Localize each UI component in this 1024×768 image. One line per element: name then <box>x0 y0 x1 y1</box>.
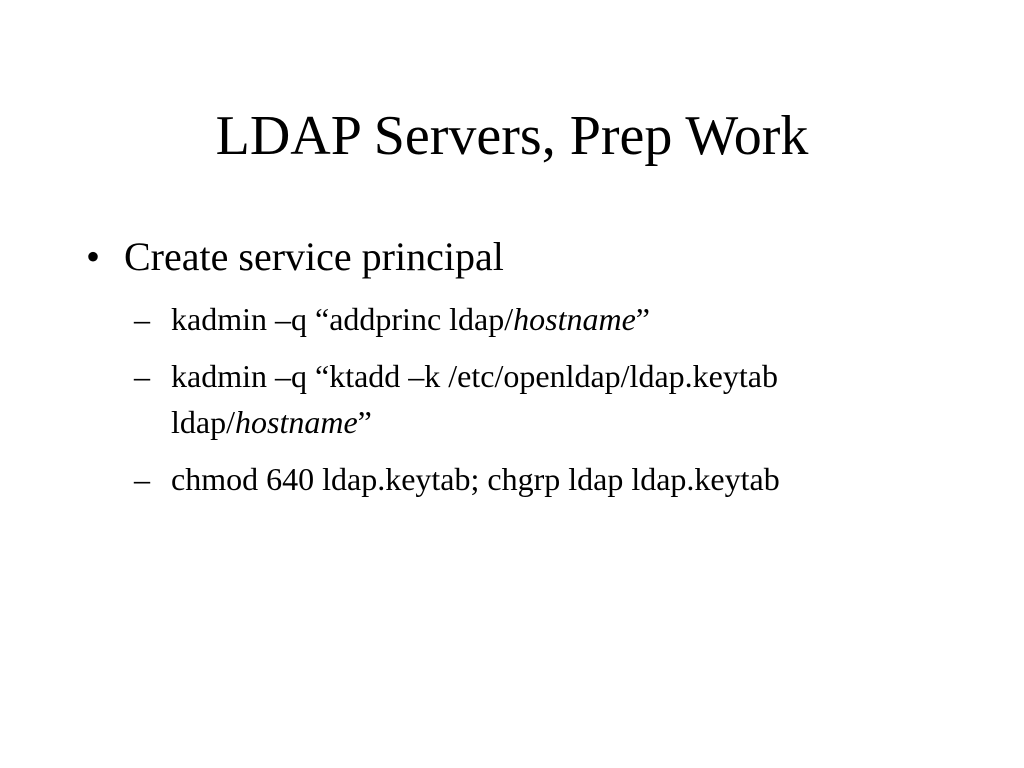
sub-bullet-marker: – <box>134 301 150 337</box>
hostname-placeholder: hostname <box>234 404 358 440</box>
sub-bullet-marker: – <box>134 461 150 497</box>
sub-bullet-item <box>134 456 954 502</box>
sub-bullet-list <box>134 296 954 513</box>
bullet-item <box>86 233 504 281</box>
sub-bullet-item <box>134 296 954 342</box>
sub-bullet-marker: – <box>134 358 150 394</box>
bullet-marker: • <box>86 234 101 279</box>
closing-quote: ” <box>357 404 372 440</box>
slide-title: LDAP Servers, Prep Work <box>215 105 809 167</box>
bullet-text: Create service principal <box>124 234 504 279</box>
closing-quote: ” <box>635 301 650 337</box>
hostname-placeholder: hostname <box>513 301 636 337</box>
command-text: kadmin –q “addprinc ldap/ <box>171 301 514 337</box>
command-text: chmod 640 ldap.keytab; chgrp ldap ldap.keytab <box>171 461 780 497</box>
sub-bullet-item <box>134 353 954 445</box>
command-text: kadmin –q “ktadd –k /etc/openldap/ldap.keytab ldap/ <box>171 358 778 440</box>
